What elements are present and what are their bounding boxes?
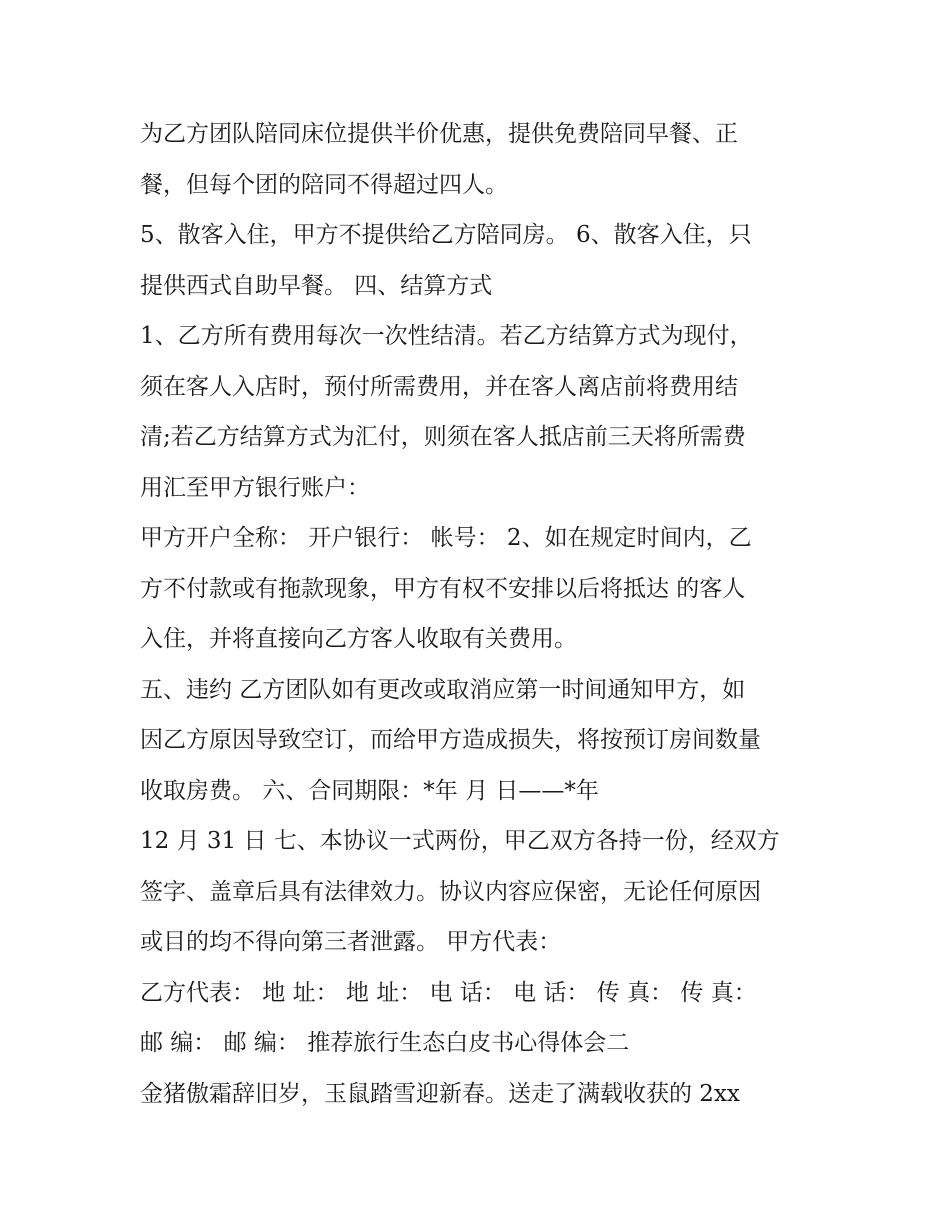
text-line: 须在客人入店时，预付所需费用，并在客人离店前将费用结: [140, 373, 738, 400]
text-line: 入住，并将直接向乙方客人收取有关费用。: [140, 626, 577, 652]
text-line: 为乙方团队陪同床位提供半价优惠，提供免费陪同早餐、正: [140, 121, 738, 147]
text-line: 因乙方原因导致空订，而给甲方造成损失，将按预订房间数量: [140, 727, 761, 753]
text-line: 1、乙方所有费用每次一次性结清。若乙方结算方式为现付，: [140, 323, 753, 349]
text-line: 邮 编： 邮 编： 推荐旅行生态白皮书心得体会二: [140, 1030, 630, 1056]
text-line: 方不付款或有拖款现象，甲方有权不安排以后将抵达 的客人: [140, 575, 746, 602]
text-line: 签字、盖章后具有法律效力。协议内容应保密，无论任何原因: [140, 878, 761, 905]
text-line: 收取房费。 六、合同期限：*年 月 日——*年: [140, 777, 599, 804]
text-line: 清;若乙方结算方式为汇付，则须在客人抵店前三天将所需费: [140, 424, 746, 450]
text-line: 餐，但每个团的陪同不得超过四人。: [140, 171, 508, 198]
text-line: 或目的均不得向第三者泄露。 甲方代表：: [140, 929, 562, 955]
document-body: [140, 109, 820, 1119]
text-line: 金猪傲霜辞旧岁，玉鼠踏雪迎新春。送走了满载收获的 2xx: [140, 1080, 740, 1107]
text-line: 提供西式自助早餐。 四、结算方式: [140, 272, 493, 299]
text-line: 用汇至甲方银行账户：: [140, 474, 370, 501]
text-line: 五、违约 乙方团队如有更改或取消应第一时间通知甲方，如: [140, 676, 746, 703]
text-line: 12 月 31 日 七、本协议一式两份，甲乙双方各持一份，经双方: [140, 828, 780, 854]
text-line: 乙方代表： 地 址： 地 址： 电 话： 电 话： 传 真： 传 真：: [140, 979, 757, 1006]
text-line: 5、散客入住，甲方不提供给乙方陪同房。 6、散客入住，只: [140, 222, 752, 248]
text-line: 甲方开户全称： 开户银行： 帐号： 2、如在规定时间内，乙: [140, 525, 752, 551]
